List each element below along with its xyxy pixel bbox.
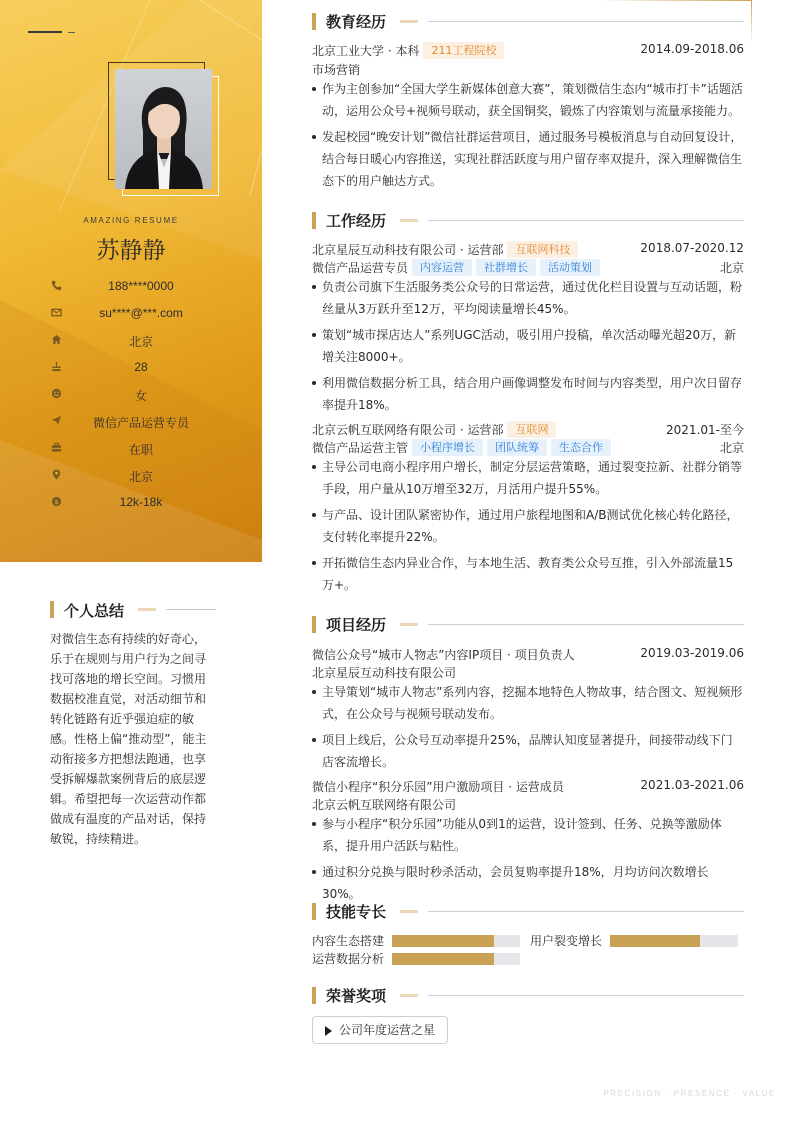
heading-divider	[428, 911, 744, 912]
heading-divider	[428, 21, 744, 22]
skill-tag: 活动策划	[540, 259, 600, 276]
education-date: 2014.09-2018.06	[640, 42, 744, 56]
project-name: 微信公众号“城市人物志”内容IP项目 · 项目负责人	[312, 648, 575, 662]
avatar	[115, 69, 212, 189]
industry-tag: 互联网	[507, 421, 556, 438]
awards-heading	[312, 985, 744, 1007]
skill-tag: 社群增长	[476, 259, 536, 276]
resume-tagline: AMAZING RESUME	[83, 216, 179, 225]
skill-item	[312, 950, 522, 966]
project-bullets	[312, 813, 744, 909]
work-heading	[312, 210, 744, 232]
job-role: 微信产品运营专员	[312, 261, 409, 275]
list-item: 与产品、设计团队紧密协作，通过用户旅程地图和A/B测试优化核心转化路径，支付转化率提升22%。	[312, 504, 744, 548]
job-date: 2018.07-2020.12	[640, 241, 744, 255]
heading-pill	[400, 219, 418, 222]
project-org-row	[312, 663, 744, 681]
skills-heading	[312, 901, 744, 923]
project-date: 2021.03-2021.06	[640, 778, 744, 792]
skill-bar-track	[610, 935, 738, 947]
job-header	[312, 420, 744, 438]
job-role-row	[312, 258, 744, 276]
job-role-row	[312, 438, 744, 456]
skill-bar-fill	[392, 935, 494, 947]
projects-heading	[312, 614, 744, 636]
heading-bar	[312, 616, 316, 633]
job-role: 微信产品运营主管	[312, 441, 409, 455]
skill-bar-track	[392, 935, 520, 947]
industry-tag: 互联网科技	[507, 241, 578, 258]
education-row	[312, 41, 744, 59]
company-name: 北京云帆互联网络有限公司 · 运营部	[312, 423, 504, 437]
status-value: 在职	[128, 443, 153, 457]
heading-divider	[166, 609, 216, 610]
heading-bar	[312, 987, 316, 1004]
work-title: 工作经历	[326, 212, 387, 230]
project-date: 2019.03-2019.06	[640, 646, 744, 660]
candidate-name: 苏静静	[96, 238, 166, 264]
svg-text:$: $	[54, 497, 59, 506]
major-row	[312, 60, 744, 78]
job-city: 北京	[719, 441, 744, 455]
summary-title: 个人总结	[64, 602, 125, 620]
heading-bar	[312, 903, 316, 920]
list-item: 项目上线后，公众号互动率提升25%，品牌认知度显著提升，间接带动线下门店客流增长。	[312, 729, 744, 773]
job-header	[312, 240, 744, 258]
list-item: 发起校园“晚安计划”微信社群运营项目，通过服务号模板消息与自动回复设计，结合每日暖心内容推送，实现社群活跃度与用户留存率双提升，深入理解微信生态下的用户触达方式。	[312, 126, 744, 192]
list-item: 利用微信数据分析工具，结合用户画像调整发布时间与内容类型，用户次日留存率提升18%。	[312, 372, 744, 416]
decorative-dash	[28, 31, 62, 33]
phone-value: 188****0000	[108, 279, 174, 293]
list-item: 参与小程序“积分乐园”功能从0到1的运营，设计签到、任务、兑换等激励体系，提升用户活跃与粘性。	[312, 813, 744, 857]
heading-divider	[428, 220, 744, 221]
gender-value: 女	[134, 389, 147, 403]
corner-decoration	[751, 0, 752, 44]
info-phone	[0, 277, 262, 297]
info-status	[0, 439, 262, 459]
project-header	[312, 777, 744, 795]
project-name: 微信小程序“积分乐园”用户激励项目 · 运营成员	[312, 780, 564, 794]
skill-item	[530, 932, 740, 948]
company-name: 北京星辰互动科技有限公司 · 运营部	[312, 243, 504, 257]
skill-bar-track	[392, 953, 520, 965]
heading-bar	[50, 601, 54, 618]
education-title: 教育经历	[326, 13, 387, 31]
info-gender	[0, 385, 262, 405]
skill-label: 内容生态搭建	[312, 934, 385, 948]
skill-tag: 内容运营	[412, 259, 472, 276]
job-bullets	[312, 276, 744, 420]
project-org: 北京星辰互动科技有限公司	[312, 666, 457, 680]
award-badge	[312, 1016, 448, 1044]
skill-tag: 小程序增长	[412, 439, 483, 456]
heading-bar	[312, 13, 316, 30]
summary-text: 对微信生态有持续的好奇心，乐于在规则与用户行为之间寻找可落地的增长空间。习惯用数据校准直觉，对活动细节和转化链路有近乎强迫症的敏感。性格上偏“推动型”，能主动衔接多方把想法跑通，也享受拆解爆款案例背后的底层逻辑。希望把每一次运营动作都做成有温度的产品对话，保持敏锐，持续精进。	[50, 632, 207, 846]
heading-pill	[138, 608, 156, 611]
info-email	[0, 304, 262, 324]
award-label: 公司年度运营之星	[339, 1023, 436, 1037]
list-item: 策划“城市探店达人”系列UGC活动，吸引用户投稿，单次活动曝光超20万，新增关注8000+。	[312, 324, 744, 368]
heading-pill	[400, 623, 418, 626]
decorative-dash	[68, 32, 75, 33]
salary-value: 12k-18k	[119, 495, 163, 509]
project-org: 北京云帆互联网络有限公司	[312, 798, 457, 812]
email-value: su****@***.com	[99, 306, 183, 320]
skill-bar-fill	[392, 953, 494, 965]
project-bullets	[312, 681, 744, 777]
position-value: 微信产品运营专员	[92, 416, 189, 430]
skills-title: 技能专长	[326, 903, 387, 921]
age-value: 28	[134, 360, 148, 374]
city-value: 北京	[128, 335, 153, 349]
target-city-value: 北京	[128, 470, 153, 484]
project-header	[312, 645, 744, 663]
info-age	[0, 358, 262, 378]
skill-bar-fill	[610, 935, 700, 947]
major: 市场营销	[312, 63, 361, 77]
play-triangle-icon	[325, 1026, 332, 1036]
heading-bar	[312, 212, 316, 229]
project-org-row	[312, 795, 744, 813]
info-city	[0, 331, 262, 351]
list-item: 负责公司旗下生活服务类公众号的日常运营，通过优化栏目设置与互动话题，粉丝量从3万跃升至12万，平均阅读量增长45%。	[312, 276, 744, 320]
skill-label: 运营数据分析	[312, 952, 385, 966]
footer-tagline: PRECISION · PRESENCE · VALUE	[603, 1089, 776, 1098]
info-target-city	[0, 466, 262, 486]
list-item: 主导公司电商小程序用户增长，制定分层运营策略，通过裂变拉新、社群分销等手段，用户量从10万增至32万，月活用户提升55%。	[312, 456, 744, 500]
info-salary	[0, 493, 262, 513]
heading-pill	[400, 910, 418, 913]
job-bullets	[312, 456, 744, 600]
info-position	[0, 412, 262, 432]
list-item: 主导策划“城市人物志”系列内容，挖掘本地特色人物故事，结合图文、短视频形式，在公众号与视频号联动发布。	[312, 681, 744, 725]
skill-item	[312, 932, 522, 948]
heading-pill	[400, 20, 418, 23]
skill-label: 用户裂变增长	[530, 934, 603, 948]
projects-title: 项目经历	[326, 616, 387, 634]
heading-divider	[428, 995, 744, 996]
school-name: 北京工业大学 · 本科	[312, 44, 420, 58]
corner-decoration	[598, 0, 752, 1]
profile-panel	[0, 0, 262, 562]
job-city: 北京	[719, 261, 744, 275]
skill-tag: 生态合作	[551, 439, 611, 456]
list-item: 开拓微信生态内异业合作，与本地生活、教育类公众号互推，引入外部流量15万+。	[312, 552, 744, 596]
education-heading	[312, 11, 744, 33]
list-item: 通过积分兑换与限时秒杀活动，会员复购率提升18%，月均访问次数增长30%。	[312, 861, 744, 905]
heading-pill	[400, 994, 418, 997]
skill-tag: 团队统筹	[487, 439, 547, 456]
list-item: 作为主创参加“全国大学生新媒体创意大赛”，策划微信生态内“城市打卡”话题活动，运用公众号+视频号联动，获全国铜奖，锻炼了内容策划与流量承接能力。	[312, 78, 744, 122]
job-date: 2021.01-至今	[666, 423, 744, 437]
heading-divider	[428, 624, 744, 625]
awards-title: 荣誉奖项	[326, 987, 387, 1005]
school-tag: 211工程院校	[423, 42, 504, 59]
education-bullets	[312, 78, 744, 196]
